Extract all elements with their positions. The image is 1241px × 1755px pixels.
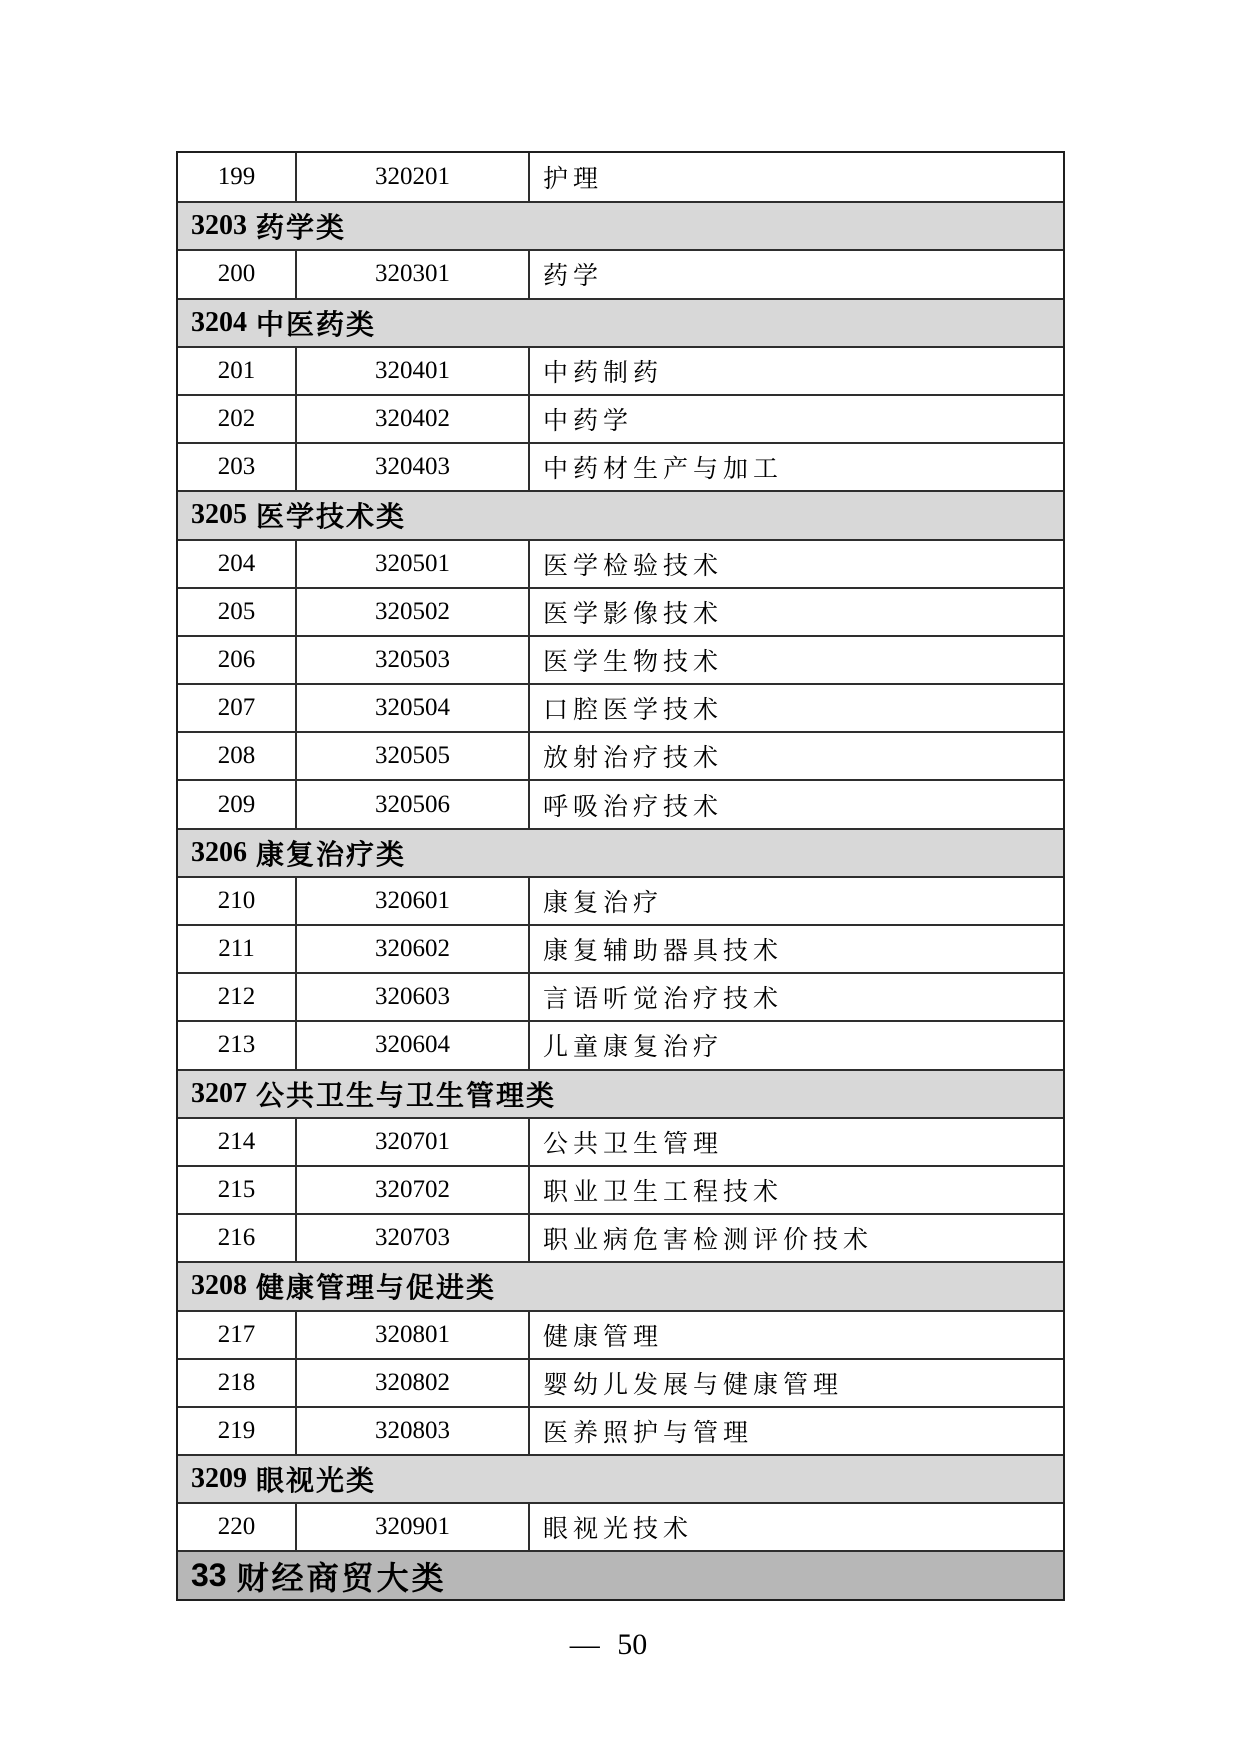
major-code-cell: 320602	[297, 926, 530, 972]
seq-cell: 207	[178, 685, 297, 731]
major-code-cell: 320503	[297, 637, 530, 683]
major-code-cell: 320603	[297, 974, 530, 1020]
section-name: 中医药类	[256, 309, 377, 341]
major-code-cell: 320601	[297, 878, 530, 924]
table-row	[178, 1358, 1063, 1406]
table-row	[178, 1165, 1063, 1213]
major-code-cell: 320501	[297, 541, 530, 587]
seq-cell: 209	[178, 781, 297, 827]
major-code-cell: 320802	[297, 1360, 530, 1406]
major-code-cell: 320403	[297, 444, 530, 490]
seq-cell: 219	[178, 1408, 297, 1454]
seq-cell: 201	[178, 348, 297, 394]
major-code-cell: 320505	[297, 733, 530, 779]
major-name-cell: 职业卫生工程技术	[543, 1179, 784, 1207]
table-row	[178, 249, 1063, 297]
table-row	[178, 442, 1063, 490]
major-name-cell: 医学影像技术	[543, 600, 724, 628]
major-name-cell: 呼吸治疗技术	[543, 793, 724, 821]
table-row	[178, 1310, 1063, 1358]
seq-cell: 220	[178, 1504, 297, 1550]
major-code-cell: 320901	[297, 1504, 530, 1550]
table-row	[178, 876, 1063, 924]
major-code-cell: 320301	[297, 251, 530, 297]
seq-cell: 211	[178, 926, 297, 972]
section-header-row	[178, 1454, 1063, 1502]
section-code: 3209	[191, 1463, 247, 1495]
major-name-cell: 中药学	[543, 408, 634, 436]
seq-cell: 205	[178, 589, 297, 635]
seq-cell: 213	[178, 1022, 297, 1068]
seq-cell: 204	[178, 541, 297, 587]
major-code-cell: 320506	[297, 781, 530, 827]
table-row	[178, 1020, 1063, 1068]
seq-cell: 200	[178, 251, 297, 297]
major-code-cell: 320402	[297, 396, 530, 442]
major-name-cell: 医学生物技术	[543, 648, 724, 676]
table-row	[178, 635, 1063, 683]
seq-cell: 214	[178, 1119, 297, 1165]
section-code: 3206	[191, 836, 247, 868]
seq-cell: 217	[178, 1312, 297, 1358]
table-row	[178, 731, 1063, 779]
major-code-cell: 320701	[297, 1119, 530, 1165]
major-name-cell: 康复辅助器具技术	[543, 938, 784, 966]
major-code-cell: 320504	[297, 685, 530, 731]
section-name: 眼视光类	[256, 1466, 377, 1498]
major-name-cell: 儿童康复治疗	[543, 1034, 724, 1062]
table-row	[178, 153, 1063, 201]
category-code: 33	[191, 1557, 227, 1594]
major-code-cell: 320801	[297, 1312, 530, 1358]
major-name-cell: 医养照护与管理	[543, 1419, 754, 1447]
seq-cell: 210	[178, 878, 297, 924]
section-header-row	[178, 201, 1063, 249]
category-header-row	[178, 1550, 1063, 1598]
table-row	[178, 346, 1063, 394]
majors-table	[176, 151, 1065, 1601]
table-row	[178, 539, 1063, 587]
major-name-cell: 康复治疗	[543, 889, 664, 917]
major-code-cell: 320702	[297, 1167, 530, 1213]
major-name-cell: 健康管理	[543, 1323, 664, 1351]
section-name: 健康管理与促进类	[256, 1273, 497, 1305]
category-name: 财经商贸大类	[236, 1559, 447, 1596]
section-code: 3208	[191, 1270, 247, 1302]
major-code-cell: 320703	[297, 1215, 530, 1261]
section-name: 医学技术类	[256, 502, 407, 534]
section-code: 3204	[191, 306, 247, 338]
section-name: 药学类	[256, 213, 347, 245]
major-name-cell: 中药制药	[543, 359, 664, 387]
page-number: — 50	[569, 1628, 648, 1661]
table-row	[178, 924, 1063, 972]
seq-cell: 206	[178, 637, 297, 683]
section-header-row	[178, 490, 1063, 538]
major-name-cell: 中药材生产与加工	[543, 456, 784, 484]
table-row	[178, 1502, 1063, 1550]
major-code-cell: 320401	[297, 348, 530, 394]
table-row	[178, 1213, 1063, 1261]
seq-cell: 202	[178, 396, 297, 442]
seq-cell: 215	[178, 1167, 297, 1213]
table-row	[178, 683, 1063, 731]
major-name-cell: 护理	[543, 166, 604, 194]
table-row	[178, 972, 1063, 1020]
table-row	[178, 779, 1063, 827]
major-name-cell: 医学检验技术	[543, 552, 724, 580]
section-header-row	[178, 828, 1063, 876]
section-header-row	[178, 298, 1063, 346]
table-row	[178, 394, 1063, 442]
seq-cell: 199	[178, 153, 297, 201]
major-code-cell: 320604	[297, 1022, 530, 1068]
table-row	[178, 1117, 1063, 1165]
seq-cell: 216	[178, 1215, 297, 1261]
seq-cell: 203	[178, 444, 297, 490]
major-name-cell: 口腔医学技术	[543, 697, 724, 725]
seq-cell: 208	[178, 733, 297, 779]
major-code-cell: 320803	[297, 1408, 530, 1454]
major-name-cell: 职业病危害检测评价技术	[543, 1227, 874, 1255]
section-code: 3203	[191, 210, 247, 242]
section-name: 康复治疗类	[256, 839, 407, 871]
major-name-cell: 公共卫生管理	[543, 1130, 724, 1158]
major-name-cell: 婴幼儿发展与健康管理	[543, 1371, 844, 1399]
major-code-cell: 320201	[297, 153, 530, 201]
seq-cell: 212	[178, 974, 297, 1020]
major-code-cell: 320502	[297, 589, 530, 635]
major-name-cell: 药学	[543, 263, 604, 291]
section-code: 3207	[191, 1077, 247, 1109]
major-name-cell: 放射治疗技术	[543, 745, 724, 773]
table-row	[178, 587, 1063, 635]
table-row	[178, 1406, 1063, 1454]
section-name: 公共卫生与卫生管理类	[256, 1080, 557, 1112]
section-header-row	[178, 1069, 1063, 1117]
major-name-cell: 眼视光技术	[543, 1516, 694, 1544]
section-code: 3205	[191, 499, 247, 531]
section-header-row	[178, 1261, 1063, 1309]
major-name-cell: 言语听觉治疗技术	[543, 986, 784, 1014]
seq-cell: 218	[178, 1360, 297, 1406]
